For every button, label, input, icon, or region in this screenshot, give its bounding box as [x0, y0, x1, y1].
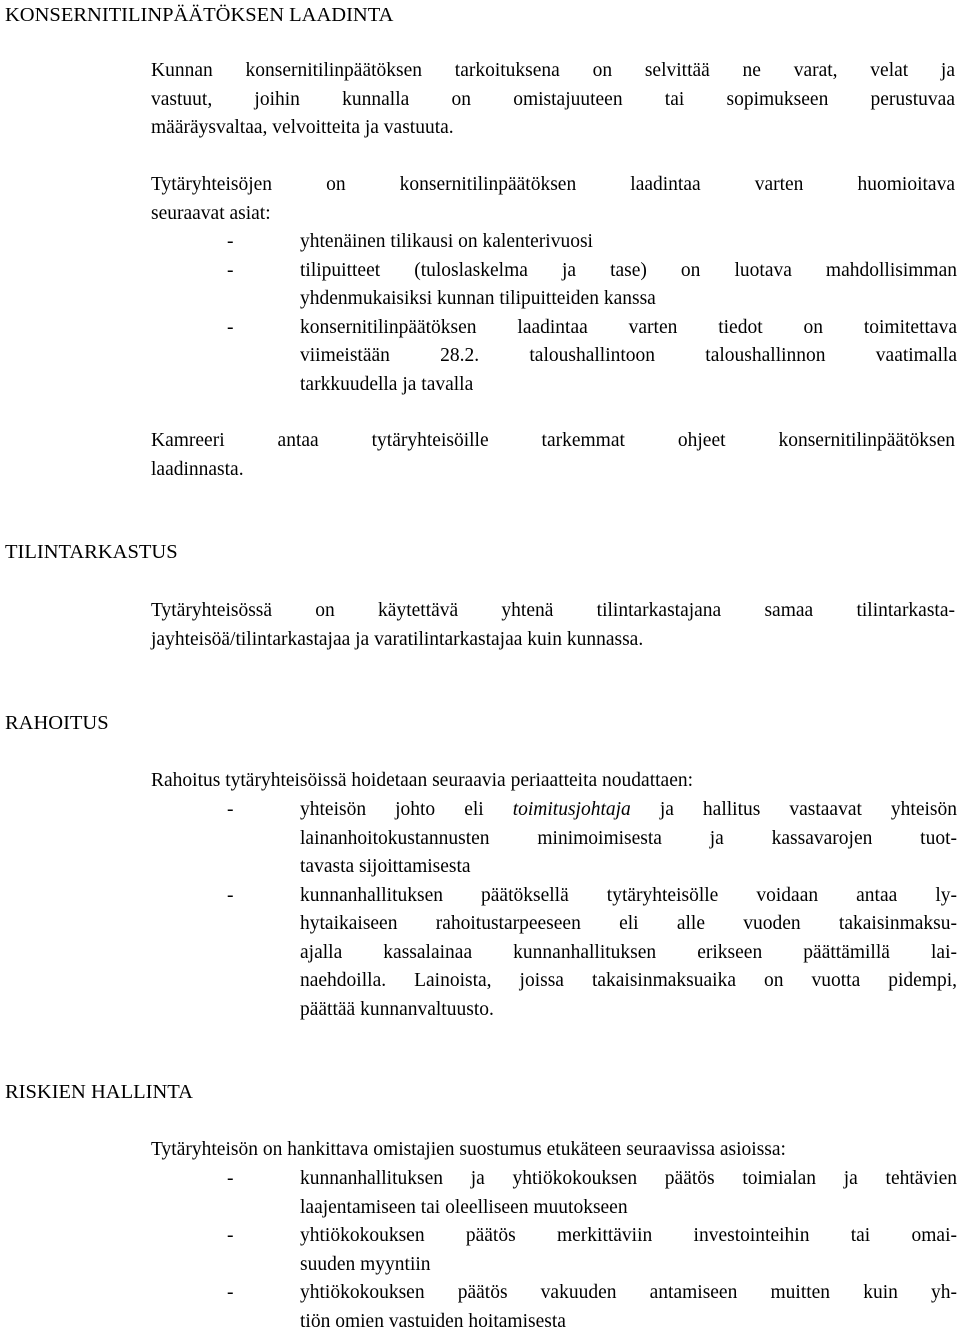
konserni-paragraph-3 [151, 427, 955, 484]
tilintarkastus-paragraph [151, 597, 955, 654]
list-dash: - [227, 228, 234, 257]
text-line: viimeistään 28.2. taloushallintoon taloushallinnon vaatimalla [300, 342, 957, 371]
text-line: kunnanhallituksen päätöksellä tytäryhteisölle voidaan antaa ly- [300, 882, 957, 911]
text-line: lainanhoitokustannusten minimoimisesta ja kassavarojen tuot- [300, 825, 957, 854]
text-line: ajalla kassalainaa kunnanhallituksen erikseen päättämillä lai- [300, 939, 957, 968]
text-line: kunnanhallituksen ja yhtiökokouksen päätös toimialan ja tehtävien [300, 1165, 957, 1194]
list-item [151, 1222, 957, 1279]
section-heading-riskit: RISKIEN HALLINTA [5, 1080, 193, 1104]
text-line: Tytäryhteisössä on käytettävä yhtenä tilintarkastajana samaa tilintarkasta- [151, 597, 955, 626]
konserni-paragraph-2 [151, 171, 955, 228]
text-line: Rahoitus tytäryhteisöissä hoidetaan seuraavia periaatteita noudattaen: [151, 767, 955, 796]
list-item [151, 882, 957, 1025]
text-line: jayhteisöä/tilintarkastajaa ja varatilintarkastajaa kuin kunnassa. [151, 626, 955, 655]
list-dash: - [227, 1165, 234, 1194]
list-dash: - [227, 1222, 234, 1251]
text-line: naehdoilla. Lainoista, joissa takaisinmaksuaika on vuotta pidempi, [300, 967, 957, 996]
text-line: hytaikaiseen rahoitustarpeeseen eli alle vuoden takaisinmaksu- [300, 910, 957, 939]
riskit-paragraph [151, 1136, 955, 1165]
text-line: määräysvaltaa, velvoitteita ja vastuuta. [151, 114, 955, 143]
list-item [151, 1165, 957, 1222]
text-line: tavasta sijoittamisesta [300, 853, 957, 882]
text-line: yhdenmukaisiksi kunnan tilipuitteiden kanssa [300, 285, 957, 314]
text-line: tilipuitteet (tuloslaskelma ja tase) on luotava mahdollisimman [300, 257, 957, 286]
text-line: yhtenäinen tilikausi on kalenterivuosi [300, 228, 957, 257]
emphasis-text: toimitusjohtaja [513, 799, 631, 820]
text-line: Kamreeri antaa tytäryhteisöille tarkemmat ohjeet konsernitilinpäätöksen [151, 427, 955, 456]
text-line: päättää kunnanvaltuusto. [300, 996, 957, 1025]
riskit-consent-list [151, 1165, 957, 1336]
list-item [151, 314, 957, 400]
list-item [151, 228, 957, 257]
konserni-paragraph-1 [151, 57, 955, 143]
text-line: tiön omien vastuiden hoitamisesta [300, 1308, 957, 1336]
text-segment: ja hallitus vastaavat yhteisön [631, 799, 957, 820]
section-heading-konserni: KONSERNITILINPÄÄTÖKSEN LAADINTA [5, 3, 393, 27]
text-line: yhtiökokouksen päätös vakuuden antamiseen muitten kuin yh- [300, 1279, 957, 1308]
text-line: yhtiökokouksen päätös merkittäviin investointeihin tai omai- [300, 1222, 957, 1251]
list-item [151, 257, 957, 314]
list-dash: - [227, 796, 234, 825]
text-line: Tytäryhteisön on hankittava omistajien suostumus etukäteen seuraavissa asioissa: [151, 1136, 955, 1165]
text-line: Tytäryhteisöjen on konsernitilinpäätöksen laadintaa varten huomioitava [151, 171, 955, 200]
list-dash: - [227, 882, 234, 911]
section-heading-rahoitus: RAHOITUS [5, 711, 109, 735]
text-line [300, 796, 957, 825]
list-dash: - [227, 257, 234, 286]
text-segment: yhteisön johto eli [300, 799, 513, 820]
text-line: konsernitilinpäätöksen laadintaa varten tiedot on toimitettava [300, 314, 957, 343]
text-line: vastuut, joihin kunnalla on omistajuuteen tai sopimukseen perustuvaa [151, 86, 955, 115]
list-item [151, 1279, 957, 1336]
text-line: tarkkuudella ja tavalla [300, 371, 957, 400]
konserni-requirements-list [151, 228, 957, 399]
rahoitus-principles-list [151, 796, 957, 1024]
text-line: laadinnasta. [151, 456, 955, 485]
list-dash: - [227, 314, 234, 343]
rahoitus-paragraph [151, 767, 955, 796]
text-line: seuraavat asiat: [151, 200, 955, 229]
text-line: suuden myyntiin [300, 1251, 957, 1280]
text-line: laajentamiseen tai oleelliseen muutokseen [300, 1194, 957, 1223]
text-line: Kunnan konsernitilinpäätöksen tarkoituksena on selvittää ne varat, velat ja [151, 57, 955, 86]
section-heading-tilintarkastus: TILINTARKASTUS [5, 540, 178, 564]
list-dash: - [227, 1279, 234, 1308]
list-item [151, 796, 957, 882]
